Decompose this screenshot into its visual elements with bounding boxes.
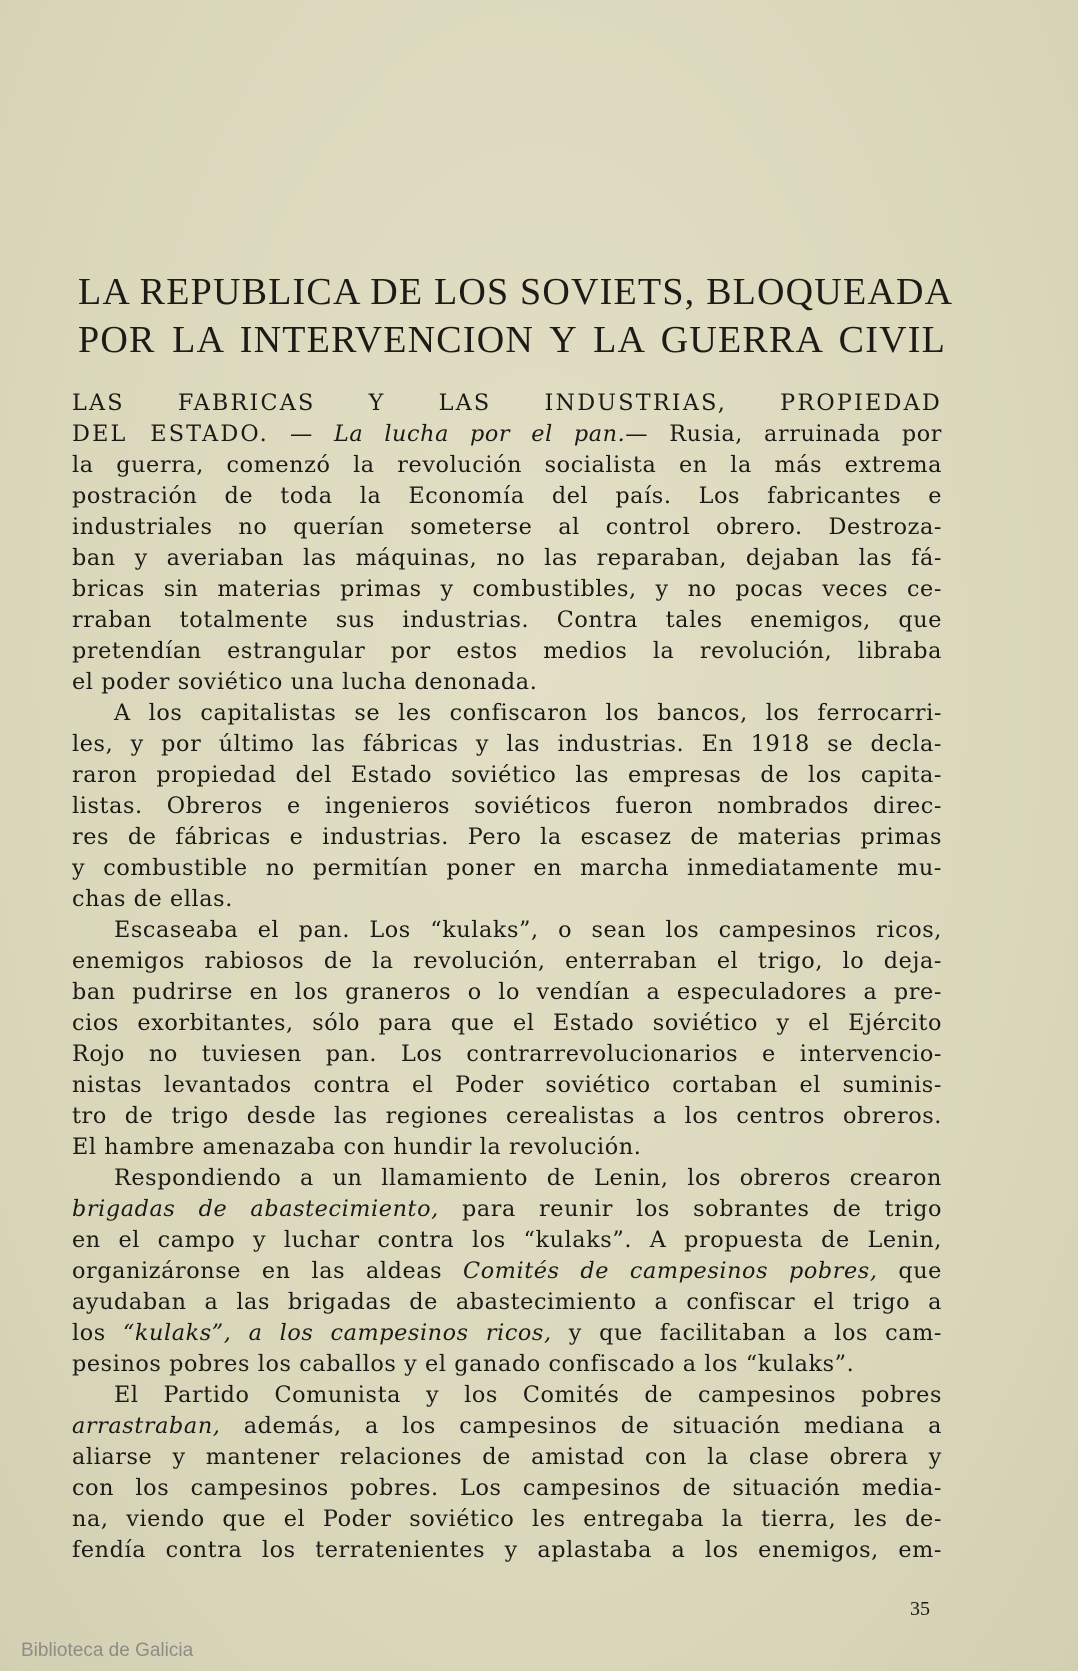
body-text xyxy=(72,388,942,1566)
text-line: pesinos pobres los caballos y el ganado confiscado a los “kulaks”. xyxy=(72,1351,855,1377)
chapter-title-line-2: POR LA INTERVENCION Y LA GUERRA CIVIL xyxy=(78,319,946,361)
chapter-title-line-1: LA REPUBLICA DE LOS SOVIETS, BLOQUEADA xyxy=(78,271,954,313)
library-watermark: Biblioteca de Galicia xyxy=(21,1640,194,1661)
text-line: el poder soviético una lucha denonada. xyxy=(72,669,538,695)
text-line: Rojo no tuviesen pan. Los contrarrevolucionarios e intervencio- xyxy=(72,1041,942,1067)
text-line: y combustible no permitían poner en marcha inmediatamente mu- xyxy=(72,855,942,881)
text-line: tro de trigo desde las regiones cerealistas a los centros obreros. xyxy=(72,1103,942,1129)
text-run: que xyxy=(877,1258,942,1284)
text-line: raron propiedad del Estado soviético las empresas de los capita- xyxy=(72,762,942,788)
text-line: enemigos rabiosos de la revolución, enterraban el trigo, lo deja- xyxy=(72,948,942,974)
text-line xyxy=(72,1411,942,1442)
italic-text: brigadas de abastecimiento, xyxy=(72,1196,439,1222)
text-line: ayudaban a las brigadas de abastecimiento a confiscar el trigo a xyxy=(72,1289,942,1315)
text-run: los xyxy=(72,1320,123,1346)
italic-text: Comités de campesinos pobres, xyxy=(463,1258,878,1284)
text-line: A los capitalistas se les confiscaron los bancos, los ferrocarri- xyxy=(114,700,942,726)
text-line xyxy=(72,1256,942,1287)
section-subtitle: La lucha por el pan. xyxy=(333,421,626,447)
text-line: nistas levantados contra el Poder soviético cortaban el suminis- xyxy=(72,1072,942,1098)
text-line: ban pudrirse en los graneros o lo vendían a especuladores a pre- xyxy=(72,979,942,1005)
text-line xyxy=(72,1318,942,1349)
text-run: además, a los campesinos de situación mediana a xyxy=(220,1413,942,1439)
text-line: na, viendo que el Poder soviético les entregaba la tierra, les de- xyxy=(72,1506,942,1532)
text-line: cios exorbitantes, sólo para que el Estado soviético y el Ejército xyxy=(72,1010,942,1036)
text-line: postración de toda la Economía del país. Los fabricantes e xyxy=(72,483,942,509)
section-heading-caps-2: DEL ESTADO. xyxy=(72,421,269,447)
text-line: Respondiendo a un llamamiento de Lenin, los obreros crearon xyxy=(114,1165,942,1191)
italic-text: “kulaks”, a los campesinos ricos, xyxy=(122,1320,552,1346)
text-line: aliarse y mantener relaciones de amistad con la clase obrera y xyxy=(72,1444,942,1470)
text-line: listas. Obreros e ingenieros soviéticos fueron nombrados direc- xyxy=(72,793,942,819)
text-line xyxy=(72,1194,942,1225)
text-line: El hambre amenazaba con hundir la revolución. xyxy=(72,1134,642,1160)
text-run: organizáronse en las aldeas xyxy=(72,1258,464,1284)
text-line: rraban totalmente sus industrias. Contra tales enemigos, que xyxy=(72,607,942,633)
text-line: industriales no querían someterse al control obrero. Destroza- xyxy=(72,514,942,540)
text-line: con los campesinos pobres. Los campesinos de situación media- xyxy=(72,1475,942,1501)
section-heading-line-1 xyxy=(72,388,942,419)
heading-after: — Rusia, arruinada por xyxy=(625,421,943,447)
text-line: pretendían estrangular por estos medios la revolución, libraba xyxy=(72,638,942,664)
text-line: la guerra, comenzó la revolución socialista en la más extrema xyxy=(72,452,942,478)
text-line: El Partido Comunista y los Comités de campesinos pobres xyxy=(114,1382,942,1408)
text-run: y que facilitaban a los cam- xyxy=(551,1320,942,1346)
text-line: en el campo y luchar contra los “kulaks”. A propuesta de Lenin, xyxy=(72,1227,942,1253)
text-line: chas de ellas. xyxy=(72,886,233,912)
text-line: les, y por último las fábricas y las industrias. En 1918 se decla- xyxy=(72,731,942,757)
section-heading-line-2 xyxy=(72,419,942,450)
text-line: bricas sin materias primas y combustibles, y no pocas veces ce- xyxy=(72,576,942,602)
text-run: para reunir los sobrantes de trigo xyxy=(438,1196,943,1222)
italic-text: arrastraban, xyxy=(72,1413,221,1439)
section-heading-caps: LAS FABRICAS Y LAS INDUSTRIAS, PROPIEDAD xyxy=(72,390,942,416)
page-number: 35 xyxy=(910,1598,930,1620)
text-line: fendía contra los terratenientes y aplastaba a los enemigos, em- xyxy=(72,1537,942,1563)
chapter-title xyxy=(78,268,954,364)
text-line: Escaseaba el pan. Los “kulaks”, o sean los campesinos ricos, xyxy=(114,917,942,943)
text-line: res de fábricas e industrias. Pero la escasez de materias primas xyxy=(72,824,942,850)
heading-dash: — xyxy=(268,421,334,447)
text-line: ban y averiaban las máquinas, no las reparaban, dejaban las fá- xyxy=(72,545,942,571)
